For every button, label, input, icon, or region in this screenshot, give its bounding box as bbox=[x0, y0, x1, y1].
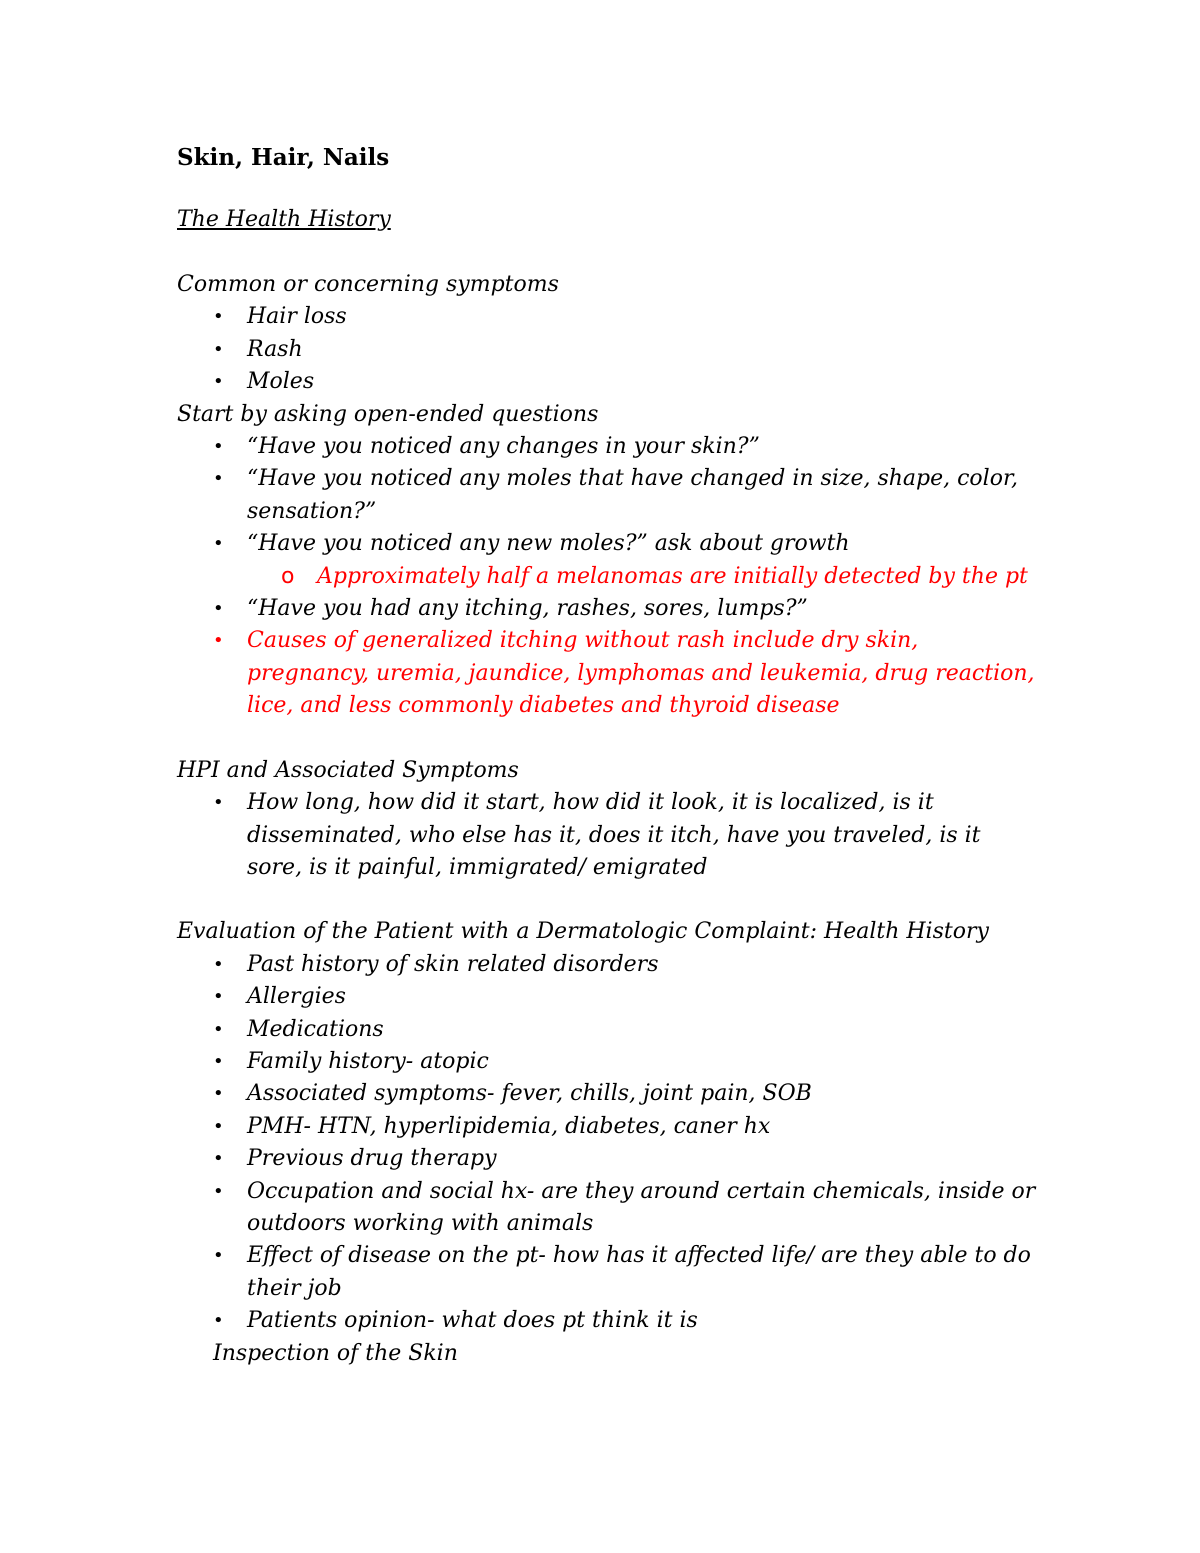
bullet-icon: • bbox=[213, 792, 224, 814]
bullet-icon: • bbox=[213, 1083, 224, 1105]
bullet-icon: • bbox=[213, 306, 224, 328]
bullet-icon: • bbox=[213, 371, 224, 393]
list-item: • Moles bbox=[247, 366, 1037, 398]
list-item: • Occupation and social hx- are they around certain chemicals, inside or outdoors working with animals bbox=[247, 1176, 1037, 1241]
circle-bullet-icon: o bbox=[281, 563, 295, 589]
list-item: • Family history- atopic bbox=[247, 1046, 1037, 1078]
spacer bbox=[177, 723, 1037, 755]
bullet-icon: • bbox=[213, 338, 224, 360]
sub-list bbox=[247, 561, 1037, 593]
bullet-icon: • bbox=[213, 1148, 224, 1170]
list-item: • “Have you noticed any new moles?” ask about growth o Approximately half a melanomas are initially detected by the pt bbox=[247, 528, 1037, 593]
document-body bbox=[177, 140, 1037, 1370]
document-title: Skin, Hair, Nails bbox=[177, 144, 390, 171]
bullet-icon: • bbox=[213, 1050, 224, 1072]
list-item: • How long, how did it start, how did it look, it is localized, is it disseminated, who else has it, does it itch, have you traveled, is it sore, is it painful, immigrated/ emigrated bbox=[247, 787, 1037, 884]
section-heading-common: Common or concerning symptoms bbox=[177, 272, 559, 297]
bullet-icon: • bbox=[213, 986, 224, 1008]
document-subtitle: The Health History bbox=[177, 207, 391, 232]
open-ended-questions-list bbox=[177, 431, 1037, 723]
list-item: • Effect of disease on the pt- how has it affected life/ are they able to do their job bbox=[247, 1240, 1037, 1305]
list-item: • Previous drug therapy bbox=[247, 1143, 1037, 1175]
list-item: • Past history of skin related disorders bbox=[247, 949, 1037, 981]
list-item-highlight: o Approximately half a melanomas are initially detected by the pt bbox=[317, 561, 1037, 593]
section-heading-open-ended: Start by asking open-ended questions bbox=[177, 401, 599, 427]
bullet-icon: • bbox=[213, 1245, 224, 1267]
section-heading-inspection: Inspection of the Skin bbox=[213, 1340, 458, 1366]
spacer bbox=[177, 884, 1037, 916]
bullet-icon: • bbox=[213, 953, 224, 975]
bullet-icon: • bbox=[213, 436, 224, 458]
section-heading-evaluation: Evaluation of the Patient with a Dermatologic Complaint: Health History bbox=[177, 919, 989, 945]
list-item: • PMH- HTN, hyperlipidemia, diabetes, caner hx bbox=[247, 1111, 1037, 1143]
bullet-icon: • bbox=[213, 468, 224, 490]
bullet-icon: • bbox=[213, 1180, 224, 1202]
list-item: • “Have you noticed any moles that have changed in size, shape, color, sensation?” bbox=[247, 463, 1037, 528]
list-item-highlight: • Causes of generalized itching without rash include dry skin, pregnancy, uremia, jaundice, lymphomas and leukemia, drug reaction, lice, and less commonly diabetes and thyroid disease bbox=[247, 625, 1037, 722]
list-item: • Allergies bbox=[247, 981, 1037, 1013]
hpi-list bbox=[177, 787, 1037, 884]
section-heading-hpi: HPI and Associated Symptoms bbox=[177, 757, 519, 783]
bullet-icon: • bbox=[213, 1018, 224, 1040]
list-item: • “Have you had any itching, rashes, sores, lumps?” bbox=[247, 593, 1037, 625]
bullet-icon: • bbox=[213, 533, 224, 555]
list-item: • Hair loss bbox=[247, 301, 1037, 333]
list-item: • Associated symptoms- fever, chills, joint pain, SOB bbox=[247, 1078, 1037, 1110]
bullet-icon: • bbox=[213, 598, 224, 620]
bullet-icon: • bbox=[213, 1310, 224, 1332]
evaluation-list bbox=[177, 949, 1037, 1338]
list-item: • Patients opinion- what does pt think it is bbox=[247, 1305, 1037, 1337]
list-item: • Medications bbox=[247, 1014, 1037, 1046]
list-item: • Rash bbox=[247, 334, 1037, 366]
common-symptoms-list bbox=[177, 301, 1037, 398]
bullet-icon: • bbox=[213, 1115, 224, 1137]
list-item: • “Have you noticed any changes in your skin?” bbox=[247, 431, 1037, 463]
bullet-icon: • bbox=[213, 630, 224, 652]
